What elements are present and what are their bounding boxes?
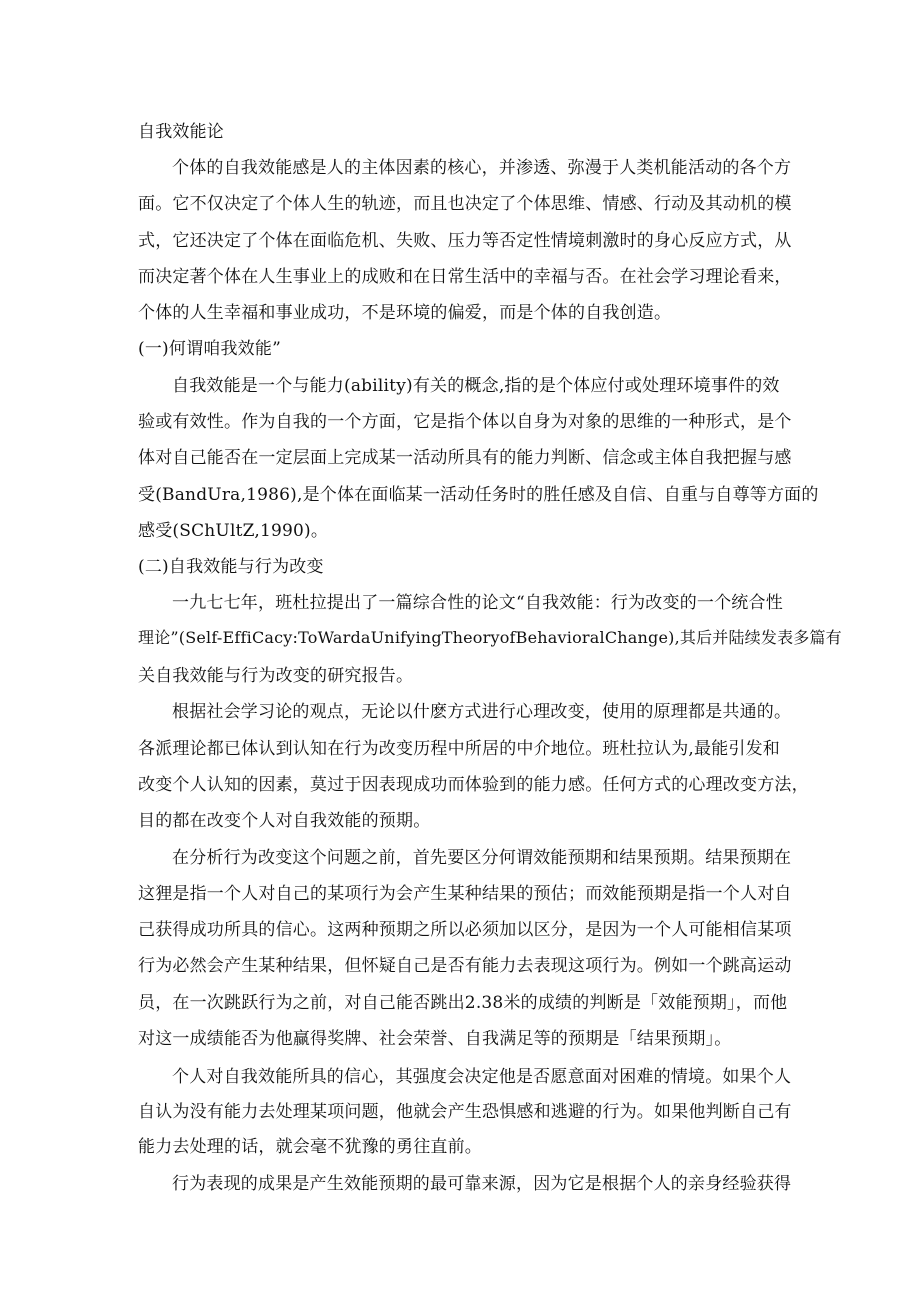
paragraph-line: 感受(SChUltZ,1990)。	[138, 521, 329, 541]
paragraph-line: 关自我效能与行为改变的研究报告。	[138, 666, 414, 686]
section-heading-2: (二)自我效能与行为改变	[138, 557, 324, 577]
paragraph-line: 这狸是指一个人对自己的某项行为会产生某种结果的预估；而效能预期是指一个人对自	[138, 884, 792, 904]
paragraph-line: 个人对自我效能所具的信心，其强度会决定他是否愿意面对困难的情境。如果个人	[172, 1067, 792, 1087]
paragraph-line: 能力去处理的话，就会毫不犹豫的勇往直前。	[138, 1137, 482, 1157]
paragraph-line: 式，它还决定了个体在面临危机、失败、压力等否定性情境刺激时的身心反应方式，从	[138, 231, 792, 251]
paragraph-line: 体对自己能否在一定层面上完成某一活动所具有的能力判断、信念或主体自我把握与感	[138, 448, 792, 468]
paragraph-line: 在分析行为改变这个问题之前，首先要区分何谓效能预期和结果预期。结果预期在	[172, 848, 792, 868]
paragraph-line: 根据社会学习论的观点，无论以什麽方式进行心理改变，使用的原理都是共通的。	[172, 702, 792, 722]
paragraph-line: 验或有效性。作为自我的一个方面，它是指个体以自身为对象的思维的一种形式，是个	[138, 412, 792, 432]
paragraph-line: 而决定著个体在人生事业上的成败和在日常生活中的幸福与否。在社会学习理论看来，	[138, 267, 792, 287]
paragraph-line: 各派理论都已体认到认知在行为改变历程中所居的中介地位。班杜拉认为,最能引发和	[138, 739, 781, 759]
paragraph-line: 自我效能是一个与能力(ability)有关的概念,指的是个体应付或处理环境事件的效	[172, 376, 780, 396]
paragraph-line: 个体的自我效能感是人的主体因素的核心，并渗透、弥漫于人类机能活动的各个方	[172, 158, 792, 178]
paragraph-line: 自认为没有能力去处理某项问题，他就会产生恐惧感和逃避的行为。如果他判断自己有	[138, 1102, 792, 1122]
paragraph-line: 对这一成绩能否为他赢得奖牌、社会荣誉、自我满足等的预期是「结果预期」。	[138, 1029, 732, 1049]
document-title: 自我效能论	[138, 122, 224, 142]
paragraph-line: 行为必然会产生某种结果，但怀疑自己是否有能力去表现这项行为。例如一个跳高运动	[138, 956, 792, 976]
paragraph-line: 受(BandUra,1986),是个体在面临某一活动任务时的胜任感及自信、自重与自尊等方面的	[138, 485, 819, 505]
paragraph-line: 员，在一次跳跃行为之前，对自己能否跳出2.38米的成绩的判断是「效能预期」，而他	[138, 993, 788, 1013]
paragraph-line: 一九七七年，班杜拉提出了一篇综合性的论文“自我效能：行为改变的一个统合性	[172, 593, 783, 613]
paragraph-line: 己获得成功所具的信心。这两种预期之所以必须加以区分，是因为一个人可能相信某项	[138, 920, 792, 940]
paragraph-line: 面。它不仅决定了个体人生的轨迹，而且也决定了个体思维、情感、行动及其动机的模	[138, 194, 792, 214]
paragraph-line: 理论”(Self-EffiCacy:ToWardaUnifyingTheoryofBehavioralChange),其后并陆续发表多篇有	[138, 628, 842, 647]
paragraph-line: 个体的人生幸福和事业成功，不是环境的偏爱，而是个体的自我创造。	[138, 303, 672, 323]
paragraph-line: 目的都在改变个人对自我效能的预期。	[138, 811, 431, 831]
section-heading-1: (一)何谓咱我效能”	[138, 339, 281, 359]
paragraph-line: 改变个人认知的因素，莫过于因表现成功而体验到的能力感。任何方式的心理改变方法，	[138, 775, 809, 795]
paragraph-line: 行为表现的成果是产生效能预期的最可靠来源，因为它是根据个人的亲身经验获得	[172, 1174, 792, 1194]
